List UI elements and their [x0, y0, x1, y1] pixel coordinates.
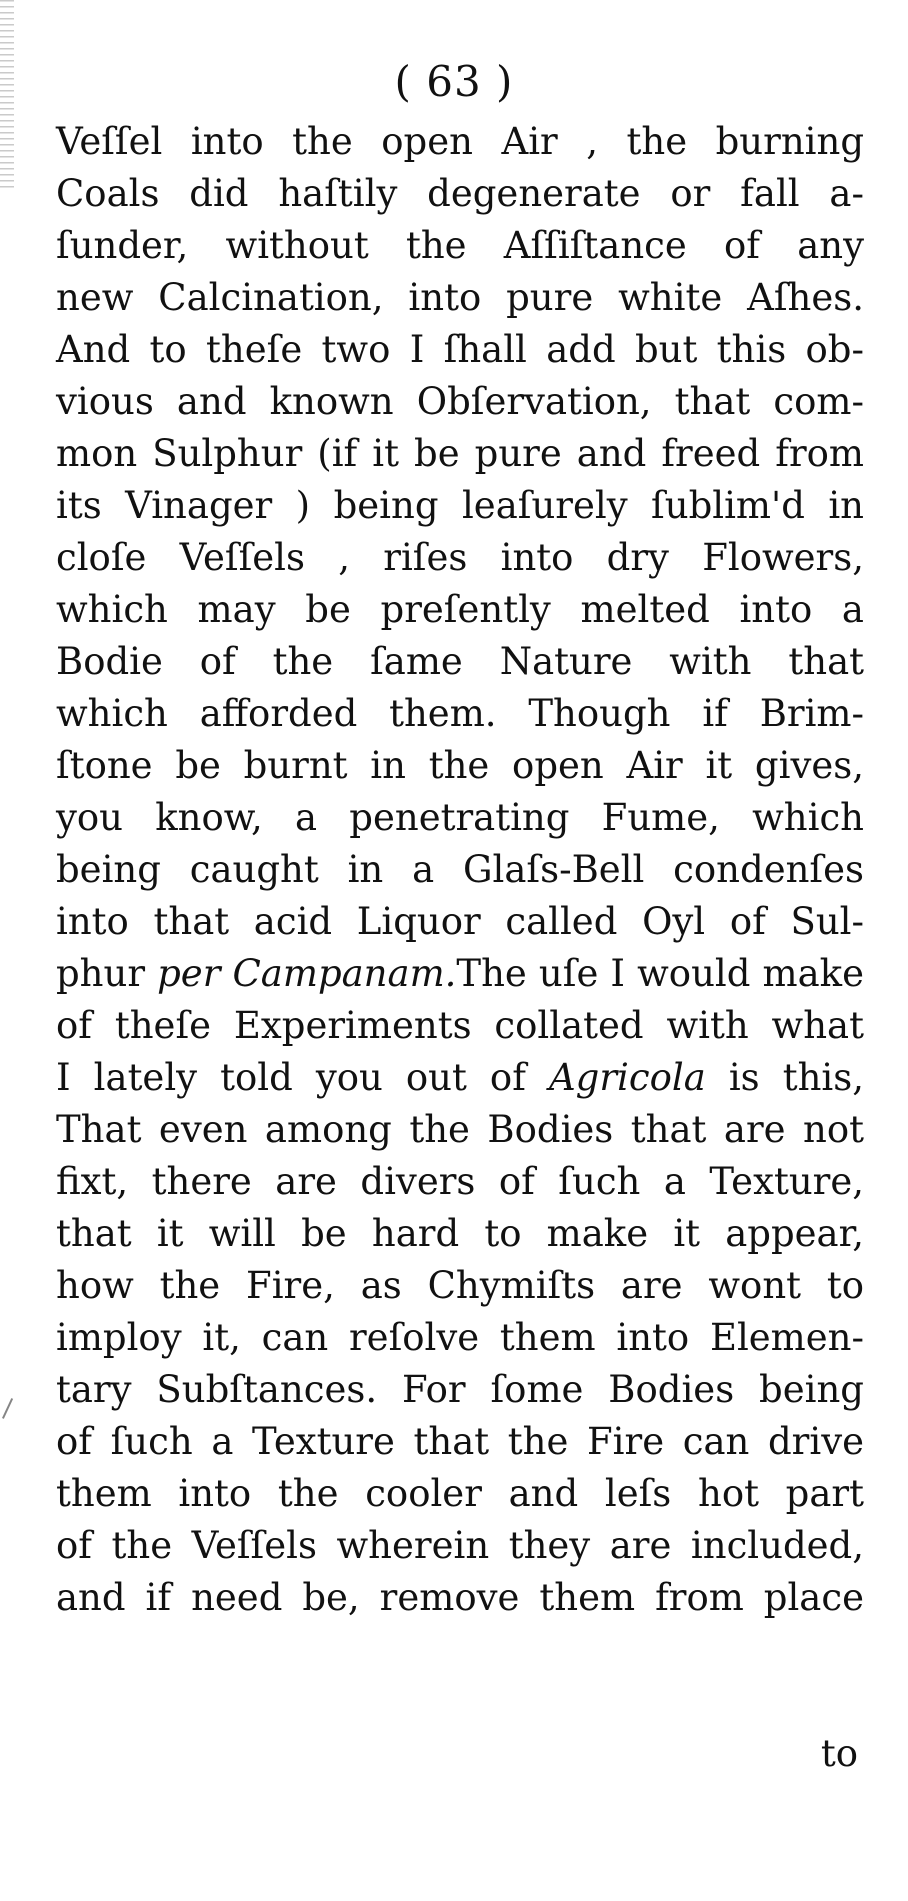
- text-line: vious and known Obſervation, that com-: [56, 380, 864, 423]
- text-line: [56, 1052, 864, 1104]
- text-line: which afforded them. Though if Brim-: [56, 692, 864, 735]
- body-text: [56, 116, 864, 1624]
- text-line: you know, a penetrating Fume, which: [56, 796, 864, 839]
- text-line: [56, 948, 864, 1000]
- text-line: mon Sulphur (if it be pure and freed from: [56, 432, 864, 475]
- text-line: of the Veſſels wherein they are included,: [56, 1524, 864, 1567]
- text-line: its Vinager ) being leaſurely ſublim'd in: [56, 484, 864, 527]
- text-line: Veſſel into the open Air , the burning: [56, 120, 864, 163]
- text-segment: I lately told you out of: [56, 1056, 549, 1099]
- text-line: new Calcination, into pure white Aſhes.: [56, 276, 864, 319]
- text-line: of ſuch a Texture that the Fire can drive: [56, 1420, 864, 1463]
- text-segment: phur: [56, 952, 158, 995]
- text-line: That even among the Bodies that are not: [56, 1108, 864, 1151]
- text-line: Coals did haſtily degenerate or fall a-: [56, 172, 864, 215]
- text-line: fixt, there are divers of ſuch a Texture,: [56, 1160, 864, 1203]
- stray-ink-mark: [2, 1398, 24, 1424]
- text-line: and if need be, remove them from place: [56, 1576, 864, 1619]
- catchword: to: [820, 1732, 858, 1775]
- text-line: And to theſe two I ſhall add but this ob-: [56, 328, 864, 371]
- text-segment: The uſe I would make: [456, 952, 864, 995]
- text-line: ſunder, without the Aſſiſtance of any: [56, 224, 864, 267]
- text-segment: is this,: [705, 1056, 864, 1099]
- text-line: how the Fire, as Chymiſts are wont to: [56, 1264, 864, 1307]
- italic-phrase: per Campanam.: [157, 952, 457, 995]
- text-line: tary Subſtances. For ſome Bodies being: [56, 1368, 864, 1411]
- page-number: ( 63 ): [394, 57, 514, 106]
- text-line: being caught in a Glaſs-Bell condenſes: [56, 848, 864, 891]
- italic-name: Agricola: [548, 1056, 706, 1099]
- text-line: imploy it, can reſolve them into Elemen-: [56, 1316, 864, 1359]
- text-line: which may be preſently melted into a: [56, 588, 864, 631]
- text-line: that it will be hard to make it appear,: [56, 1212, 864, 1255]
- text-line: cloſe Veſſels , riſes into dry Flowers,: [56, 536, 864, 579]
- text-line: ſtone be burnt in the open Air it gives,: [56, 744, 864, 787]
- text-line: them into the cooler and leſs hot part: [56, 1472, 864, 1515]
- text-line: into that acid Liquor called Oyl of Sul-: [56, 900, 864, 943]
- text-line: Bodie of the ſame Nature with that: [56, 640, 864, 683]
- text-line: of theſe Experiments collated with what: [56, 1004, 864, 1047]
